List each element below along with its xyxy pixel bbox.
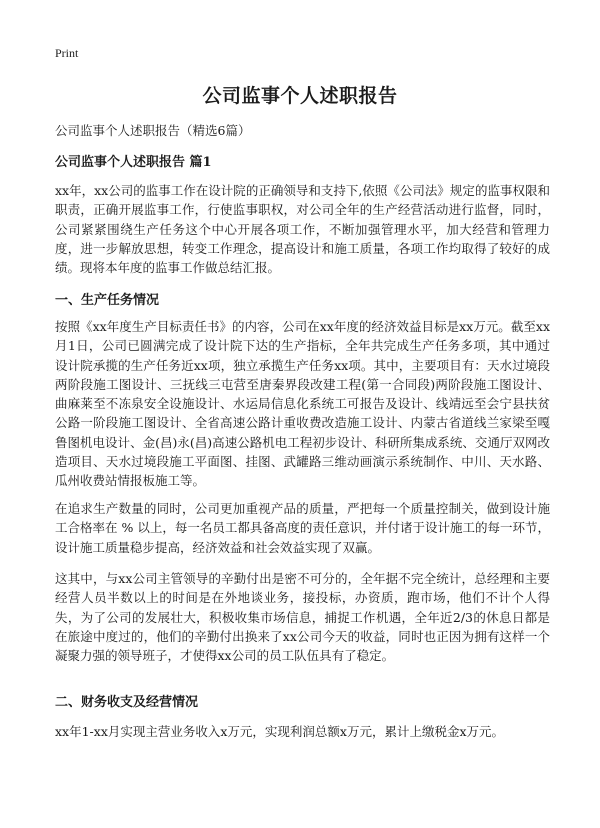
finance-paragraph-1: xx年1-xx月实现主营业务收入x万元，实现利润总额x万元，累计上缴税金x万元。 bbox=[55, 724, 505, 739]
intro-paragraph: xx年，xx公司的监事工作在设计院的正确领导和支持下,依照《公司法》规定的监事权限和职责，正确开展监事工作，行使监事职权，对公司全年的生产经营活动进行监督，同时，公司紧紧围绕生产任务这个中心开展各项工作，不断加强管理水平，加大经营和管理力度，进一步解放思想，转变工作理念，提高设计和施工质量，各项工作均取得了较好的成绩。现将本年度的监事工作做总结汇报。 bbox=[55, 183, 550, 276]
production-paragraph-1: 按照《xx年度生产目标责任书》的内容，公司在xx年度的经济效益目标是xx万元。截至xx月1日，公司已圆满完成了设计院下达的生产指标，全年共完成生产任务多项，其中通过设计院承揽的生产任务近xx项，独立承揽生产任务xx项。其中，主要项目有：天水过境段两阶段施工图设计、三抚线三屯营至唐秦界段改建工程(第一合同段)两阶段施工图设计、曲麻莱至不冻泉安全设施设计、水运局信息化系统工可报告及设计、线靖远至会宁县扶贫公路一阶段施工图设计、全省高速公路计重收费改造施工设计、内蒙古省道线兰家梁至嘎鲁图机电设计、金(昌)永(昌)高速公路机电工程初步设计、科研所集成系统、交通厅双网改造项目、天水过境段施工平面图、挂图、武罐路三维动画演示系统制作、中川、天水路、瓜州收费站情报板施工等。 bbox=[55, 319, 550, 489]
section-heading-finance: 二、财务收支及经营情况 bbox=[55, 695, 199, 710]
section-heading-production: 一、生产任务情况 bbox=[55, 293, 160, 308]
article-heading: 公司监事个人述职报告 篇1 bbox=[55, 155, 212, 170]
document-title: 公司监事个人述职报告 bbox=[202, 85, 398, 107]
production-paragraph-2: 在追求生产数量的同时，公司更加重视产品的质量，严把每一个质量控制关，做到设计施工合格率在 % 以上，每一名员工都具备高度的责任意识，并付诸于设计施工的每一环节，设计施工质量稳步提高，经济效益和社会效益实现了双赢。 bbox=[55, 501, 550, 555]
print-link[interactable]: Print bbox=[55, 46, 79, 60]
document-subtitle: 公司监事个人述职报告（精选6篇） bbox=[55, 123, 251, 138]
production-paragraph-3: 这其中，与xx公司主管领导的辛勤付出是密不可分的，全年据不完全统计，总经理和主要经营人员半数以上的时间是在外地谈业务，接投标，办资质，跑市场，他们不计个人得失，为了公司的发展壮大，积极收集市场信息，捕捉工作机遇，全年近2/3的休息日都是在旅途中度过的，他们的辛勤付出换来了xx公司今天的收益，同时也正因为拥有这样一个凝聚力强的领导班子，才使得xx公司的员工队伍具有了稳定。 bbox=[55, 571, 550, 664]
